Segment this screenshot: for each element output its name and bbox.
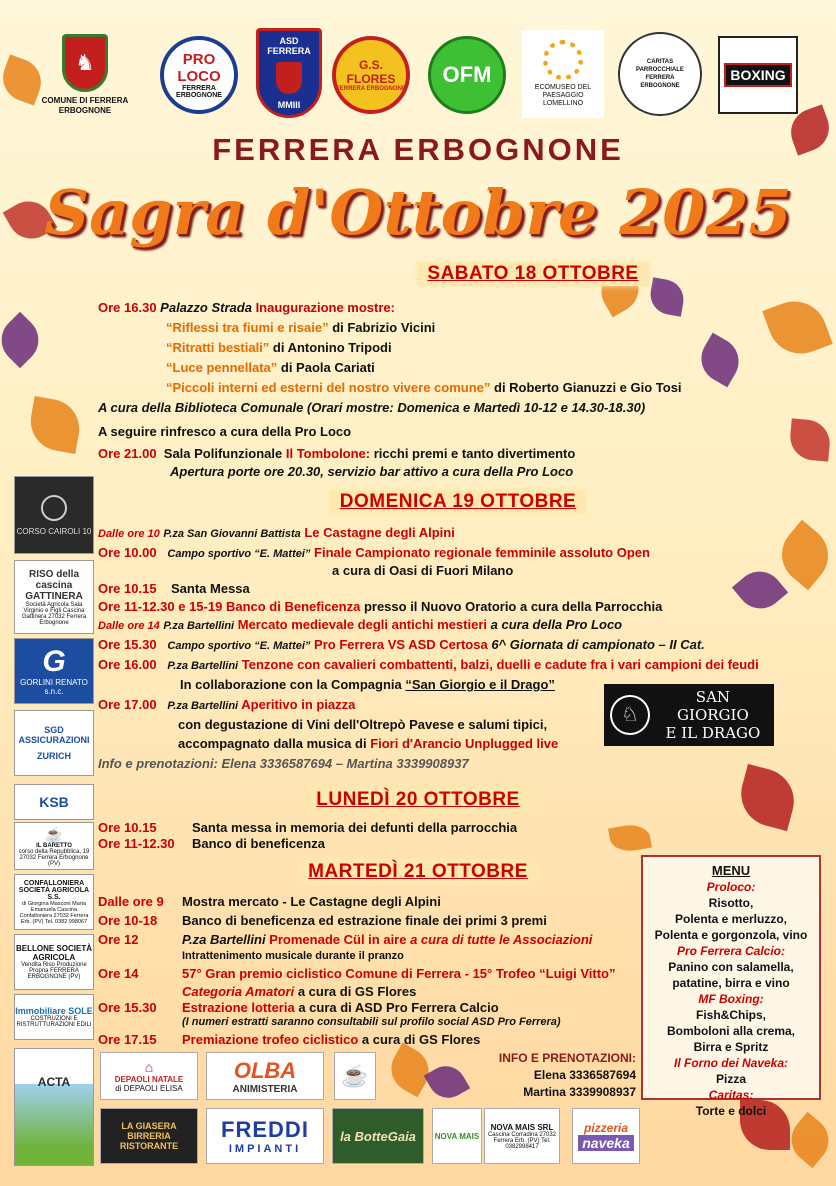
sponsor-naveka	[572, 1108, 640, 1164]
cup-icon: ☕	[45, 825, 63, 842]
sponsor-detail: di DEPAOLI ELISA	[115, 1084, 183, 1093]
place: P.za Bartellini	[167, 700, 239, 712]
time: Ore 16.00	[98, 657, 157, 672]
sponsor-confalloniera	[14, 874, 94, 930]
sponsor-acta	[14, 1048, 94, 1166]
sponsor-sole	[14, 994, 94, 1040]
sat-row-2-sub: Apertura porte ore 20.30, servizio bar attivo a cura della Pro Loco	[170, 464, 574, 479]
time: Ore 10.15	[98, 820, 157, 835]
tue-row-6	[98, 1032, 481, 1047]
sun-row-1	[98, 525, 455, 540]
tue-row-2	[98, 913, 547, 928]
time: Dalle ore 9	[98, 894, 164, 909]
exhibit-2	[166, 340, 392, 355]
leaf-decoration	[26, 396, 84, 454]
event: Santa messa in memoria dei defunti della parrocchia	[192, 820, 518, 835]
band: Fiori d'Arancio Unplugged live	[370, 736, 559, 751]
leaf-decoration	[0, 312, 48, 369]
sun-row-4	[98, 599, 662, 614]
event: Estrazione lotteria	[182, 1000, 295, 1015]
sat-row-2	[98, 446, 575, 461]
ring-icon	[41, 495, 67, 521]
leaf-decoration	[693, 333, 748, 388]
sponsor-name: DEPAOLI NATALE	[114, 1075, 184, 1084]
sponsor-olba	[206, 1052, 324, 1100]
contact-elena: Elena 3336587694	[533, 1068, 636, 1082]
menu-item: Polenta e merluzzo,	[674, 912, 788, 926]
tue-row-5-sub: (I numeri estratti saranno consultabili sul profilo social ASD Pro Ferrera)	[182, 1016, 561, 1028]
proloco-logo	[160, 36, 238, 114]
desc: presso il Nuovo Oratorio a cura della Parrocchia	[363, 599, 663, 614]
sponsor-name: pizzeria	[583, 1121, 628, 1135]
sponsor-name: IL BARETTO	[36, 842, 72, 849]
sponsor-sgd	[14, 710, 94, 776]
contact-martina: Martina 3339908937	[523, 1085, 636, 1099]
boxing-name: BOXING	[724, 63, 791, 87]
sponsor-gorlini	[14, 638, 94, 704]
leaf-decoration	[608, 822, 652, 855]
place: P.za Bartellini	[163, 620, 235, 632]
time: Ore 15.30	[98, 1000, 157, 1015]
tuesday-label: MARTEDÌ 21 OTTOBRE	[298, 860, 538, 884]
day-heading-saturday	[0, 262, 836, 286]
event: Banco di beneficenza	[192, 836, 325, 851]
sponsor-detail: corso della Repubblica, 19 27032 Ferrera Erbognone (PV)	[18, 848, 90, 867]
tue-row-3	[98, 932, 593, 947]
asd-ferrera-name: ASD FERRERA	[267, 36, 311, 56]
comune-logo	[40, 20, 130, 130]
event: 57° Gran premio ciclistico Comune di Ferrera - 15° Trofeo “Luigi Vitto”	[182, 966, 616, 981]
exhibit-title: “Ritratti bestiali”	[166, 340, 270, 355]
tue-row-3-sub: Intrattenimento musicale durante il pranzo	[182, 950, 404, 962]
caritas-logo	[618, 32, 702, 116]
ecomuseo-name: ECOMUSEO DEL PAESAGGIO LOMELLINO	[534, 84, 592, 107]
tue-row-4-sub	[182, 984, 416, 999]
leaf-decoration	[383, 1043, 438, 1098]
sun-row-6	[98, 637, 705, 652]
sponsor-detail: COSTRUZIONI E RISTRUTTURAZIONI EDILI	[16, 1016, 92, 1028]
sun-row-7	[98, 657, 759, 672]
sponsor-detail: Vendita Riso Produzione Propria FERRERA ERBOGNONE (PV)	[21, 962, 87, 980]
town-title: FERRERA ERBOGNONE	[212, 132, 624, 167]
time: Dalle ore 14	[98, 620, 160, 632]
collab-company: “San Giorgio e il Drago”	[405, 677, 555, 692]
mon-row-1	[98, 820, 518, 835]
gs-flores-name: G.S. FLORES	[346, 58, 396, 86]
gs-flores-town: FERRERA ERBOGNONE	[336, 86, 406, 92]
menu-item: Fish&Chips,	[695, 1008, 766, 1022]
event: Premiazione trofeo ciclistico	[182, 1032, 359, 1047]
desc: a cura della Pro Loco	[490, 617, 623, 632]
sponsor-name: ACTA	[37, 1075, 71, 1089]
event: Mercato medievale degli antichi mestieri	[237, 617, 487, 632]
time: Ore 10.15	[98, 581, 157, 596]
event: Inaugurazione mostre:	[255, 300, 395, 315]
menu-heading: Pro Ferrera Calcio:	[676, 944, 786, 958]
g-logo-icon: G	[42, 645, 66, 678]
leaf-decoration	[762, 292, 832, 362]
sun-row-3	[98, 581, 250, 596]
time: Ore 10.00	[98, 545, 157, 560]
sun-row-8	[98, 697, 355, 712]
sponsor-detail: ANIMISTERIA	[232, 1083, 298, 1095]
time: Ore 14	[98, 966, 139, 981]
event: Santa Messa	[171, 581, 250, 596]
san-giorgio-line1: SAN GIORGIO	[677, 688, 749, 724]
time: Ore 17.15	[98, 1032, 157, 1047]
tue-row-4	[98, 966, 616, 981]
menu-item: Panino con salamella,	[668, 960, 794, 974]
menu-heading: Caritas:	[708, 1088, 754, 1102]
category: Categoria Amatori	[182, 984, 295, 999]
comune-label: COMUNE DI FERRERA ERBOGNONE	[41, 96, 129, 115]
sponsor-baretto	[14, 822, 94, 870]
sponsor-freddi	[206, 1108, 324, 1164]
san-giorgio-line2: E IL DRAGO	[665, 724, 761, 742]
time: Dalle ore 10	[98, 528, 160, 540]
exhibit-author: di Roberto Gianuzzi e Gio Tosi	[494, 380, 682, 395]
asd-ferrera-logo	[256, 28, 322, 118]
sponsor-detail: Cascina Corradina 27032 Ferrera Erb. (PV) Tel. 0382998417	[487, 1131, 557, 1150]
leaf-decoration	[732, 562, 788, 618]
event: Pro Ferrera VS ASD Certosa	[314, 637, 488, 652]
place: P.za Bartellini	[182, 932, 266, 947]
menu-item: patatine, birra e vino	[672, 976, 790, 990]
exhibit-author: di Antonino Tripodi	[272, 340, 392, 355]
sponsor-novamais-logo	[432, 1108, 482, 1164]
coffee-cup-icon: ☕	[341, 1063, 369, 1088]
sun-row-5	[98, 617, 622, 632]
sponsor-detail: Società Agricola Sala Virginio e Figli Cascina Gattinera 27032 Ferrera Erbognone	[21, 601, 87, 626]
event: Le Castagne degli Alpini	[304, 525, 455, 540]
desc: a cura di GS Flores	[297, 984, 417, 999]
san-giorgio-logo	[604, 684, 774, 746]
menu-item: Bomboloni alla crema,	[666, 1024, 796, 1038]
sponsor-depaoli	[100, 1052, 198, 1100]
time: Ore 17.00	[98, 697, 157, 712]
desc: a cura di GS Flores	[361, 1032, 481, 1047]
place: Sala Polifunzionale	[163, 446, 283, 461]
proloco-town: FERRERA ERBOGNONE	[176, 85, 222, 99]
event: Il Tombolone:	[285, 446, 371, 461]
time: Ore 15.30	[98, 637, 157, 652]
house-icon: ⌂	[144, 1059, 154, 1075]
monday-label: LUNEDÌ 20 OTTOBRE	[306, 788, 529, 812]
sponsor-coffee	[334, 1052, 376, 1100]
place: P.za Bartellini	[167, 660, 239, 672]
menu-item: Torte e dolci	[695, 1104, 767, 1118]
sponsor-name: SGD ASSICURAZIONI	[18, 725, 90, 745]
day-heading-sunday	[0, 490, 836, 514]
exhibit-title: “Piccoli interni ed esterni del nostro vivere comune”	[166, 380, 491, 395]
sponsor-name: CORSO CAIROLI 10	[16, 526, 92, 536]
sun-row-8-sub1: con degustazione di Vini dell'Oltrepò Pavese e salumi tipici,	[178, 717, 548, 732]
sat-row-1	[98, 300, 395, 315]
sponsor-name: RISO della cascina GATTINERA	[25, 568, 83, 602]
menu-item: Risotto,	[708, 896, 754, 910]
place: Campo sportivo “E. Mattei”	[167, 548, 311, 560]
leaf-decoration	[770, 520, 836, 590]
proloco-name: PRO LOCO	[177, 51, 221, 85]
sun-info: Info e prenotazioni: Elena 3336587694 – Martina 3339908937	[98, 756, 469, 771]
ecomuseo-logo	[522, 30, 604, 118]
contacts-title: INFO E PRENOTAZIONI:	[498, 1051, 636, 1065]
sponsor-corso-cairoli	[14, 476, 94, 554]
menu-heading: Proloco:	[706, 880, 756, 894]
time: Ore 21.00	[98, 446, 157, 461]
shield-icon	[276, 62, 302, 94]
exhibit-title: “Riflessi tra fiumi e risaie”	[166, 320, 329, 335]
place: Campo sportivo “E. Mattei”	[167, 640, 311, 652]
gs-flores-logo	[332, 36, 410, 114]
time: Ore 12	[98, 932, 139, 947]
menu-item: Birra e Spritz	[693, 1040, 769, 1054]
sponsor-detail: naveka	[578, 1135, 633, 1151]
sponsor-bellone	[14, 934, 94, 990]
event: Finale Campionato regionale femminile assoluto Open	[314, 545, 650, 560]
sponsor-bottegaia	[332, 1108, 424, 1164]
sponsor-detail: ZURICH	[37, 751, 71, 761]
event: Banco di beneficenza ed estrazione finale dei primi 3 premi	[182, 913, 547, 928]
sponsor-ksb	[14, 784, 94, 820]
sun-icon	[543, 40, 583, 80]
sun-row-2-sub: a cura di Oasi di Fuori Milano	[332, 563, 514, 578]
sponsor-name: OLBA	[233, 1057, 297, 1083]
sponsor-novamais	[484, 1108, 560, 1164]
sun-row-2	[98, 545, 650, 560]
sponsor-name: CONFALLONIERA SOCIETÀ AGRICOLA S.S.	[18, 879, 90, 901]
music-text: accompagnato dalla musica di	[178, 736, 367, 751]
boxing-logo	[718, 36, 798, 114]
desc: ricchi premi e tanto divertimento	[373, 446, 576, 461]
exhibit-author: di Paola Cariati	[280, 360, 375, 375]
time: Ore 11-12.30 e 15-19	[98, 599, 223, 614]
sponsor-name: NOVA MAIS SRL	[490, 1122, 554, 1132]
place: Palazzo Strada	[160, 300, 252, 315]
exhibit-3	[166, 360, 375, 375]
event: Banco di Beneficenza	[225, 599, 361, 614]
sponsor-giasera	[100, 1108, 198, 1164]
desc: a cura di ASD Pro Ferrera Calcio	[298, 1000, 499, 1015]
sunday-label: DOMENICA 19 OTTOBRE	[330, 490, 586, 514]
sponsor-detail: IMPIANTI	[228, 1143, 302, 1155]
library-note: A cura della Biblioteca Comunale (Orari mostre: Domenica e Martedì 10-12 e 14.30-18.30)	[98, 400, 646, 415]
ofm-logo	[428, 36, 506, 114]
sponsor-gattinera	[14, 560, 94, 634]
festival-title: Sagra d'Ottobre 2025	[44, 176, 792, 249]
time: Ore 16.30	[98, 300, 157, 315]
tue-row-1	[98, 894, 441, 909]
leaf-decoration	[788, 418, 831, 461]
event: Promenade Cül in aire	[269, 932, 407, 947]
menu-heading: MF Boxing:	[698, 992, 764, 1006]
leaf-decoration	[424, 1059, 470, 1105]
coat-of-arms-icon: ♞	[62, 34, 108, 92]
sponsor-name: la BotteGaia	[340, 1128, 416, 1144]
menu-heading: Il Forno dei Naveka:	[673, 1056, 789, 1070]
collab-text: In collaborazione con la Compagnia	[180, 677, 402, 692]
saturday-label: SABATO 18 OTTOBRE	[417, 262, 648, 286]
knight-icon: ♘	[610, 695, 650, 735]
event: Mostra mercato - Le Castagne degli Alpini	[182, 894, 441, 909]
time: Ore 11-12.30	[98, 836, 175, 851]
sponsor-name: LA GIASERA BIRRERIA RISTORANTE	[119, 1121, 179, 1151]
exhibit-1	[166, 320, 435, 335]
asd-ferrera-year: MMIII	[277, 100, 301, 110]
desc: a cura di tutte le Associazioni	[410, 932, 593, 947]
sponsor-name: NOVA MAIS	[434, 1131, 480, 1141]
ofm-name: OFM	[442, 62, 492, 87]
menu-title: MENU	[711, 863, 751, 878]
event: Aperitivo in piazza	[241, 697, 356, 712]
time: Ore 10-18	[98, 913, 158, 928]
sponsor-detail: di Giorgina Masconi Maria Emanuela Cascina Confalloniera 27032 Ferrera Erb. (PV) Tel. 0382 998067	[19, 900, 89, 925]
sponsor-name: KSB	[39, 794, 69, 810]
exhibit-author: di Fabrizio Vicini	[332, 320, 436, 335]
rinfresco-note: A seguire rinfresco a cura della Pro Loco	[98, 424, 352, 439]
day-heading-monday	[0, 788, 836, 812]
caritas-name: CARITAS PARROCCHIALE FERRERA ERBOGNONE	[636, 59, 684, 89]
contacts-block	[490, 1050, 636, 1101]
mon-row-2	[98, 836, 325, 851]
event: Tenzone con cavalieri combattenti, balzi, duelli e cadute fra i vari campioni dei feudi	[241, 657, 759, 672]
sponsor-name: FREDDI	[221, 1117, 309, 1142]
menu-item: Pizza	[715, 1072, 746, 1086]
menu-item: Polenta e gorgonzola, vino	[654, 928, 808, 942]
desc: 6^ Giornata di campionato – II Cat.	[491, 637, 705, 652]
place: P.za San Giovanni Battista	[163, 528, 301, 540]
sun-row-8-sub2	[178, 736, 558, 751]
menu-box	[641, 855, 821, 1118]
exhibit-title: “Luce pennellata”	[166, 360, 278, 375]
sponsor-name: BELLONE SOCIETÀ AGRICOLA	[15, 944, 92, 962]
sun-row-7-sub	[180, 677, 555, 692]
tue-row-5	[98, 1000, 499, 1015]
sponsor-name: GORLINI RENATO s.n.c.	[20, 678, 88, 696]
sponsor-name: Immobiliare SOLE	[15, 1006, 93, 1016]
exhibit-4	[166, 380, 682, 395]
